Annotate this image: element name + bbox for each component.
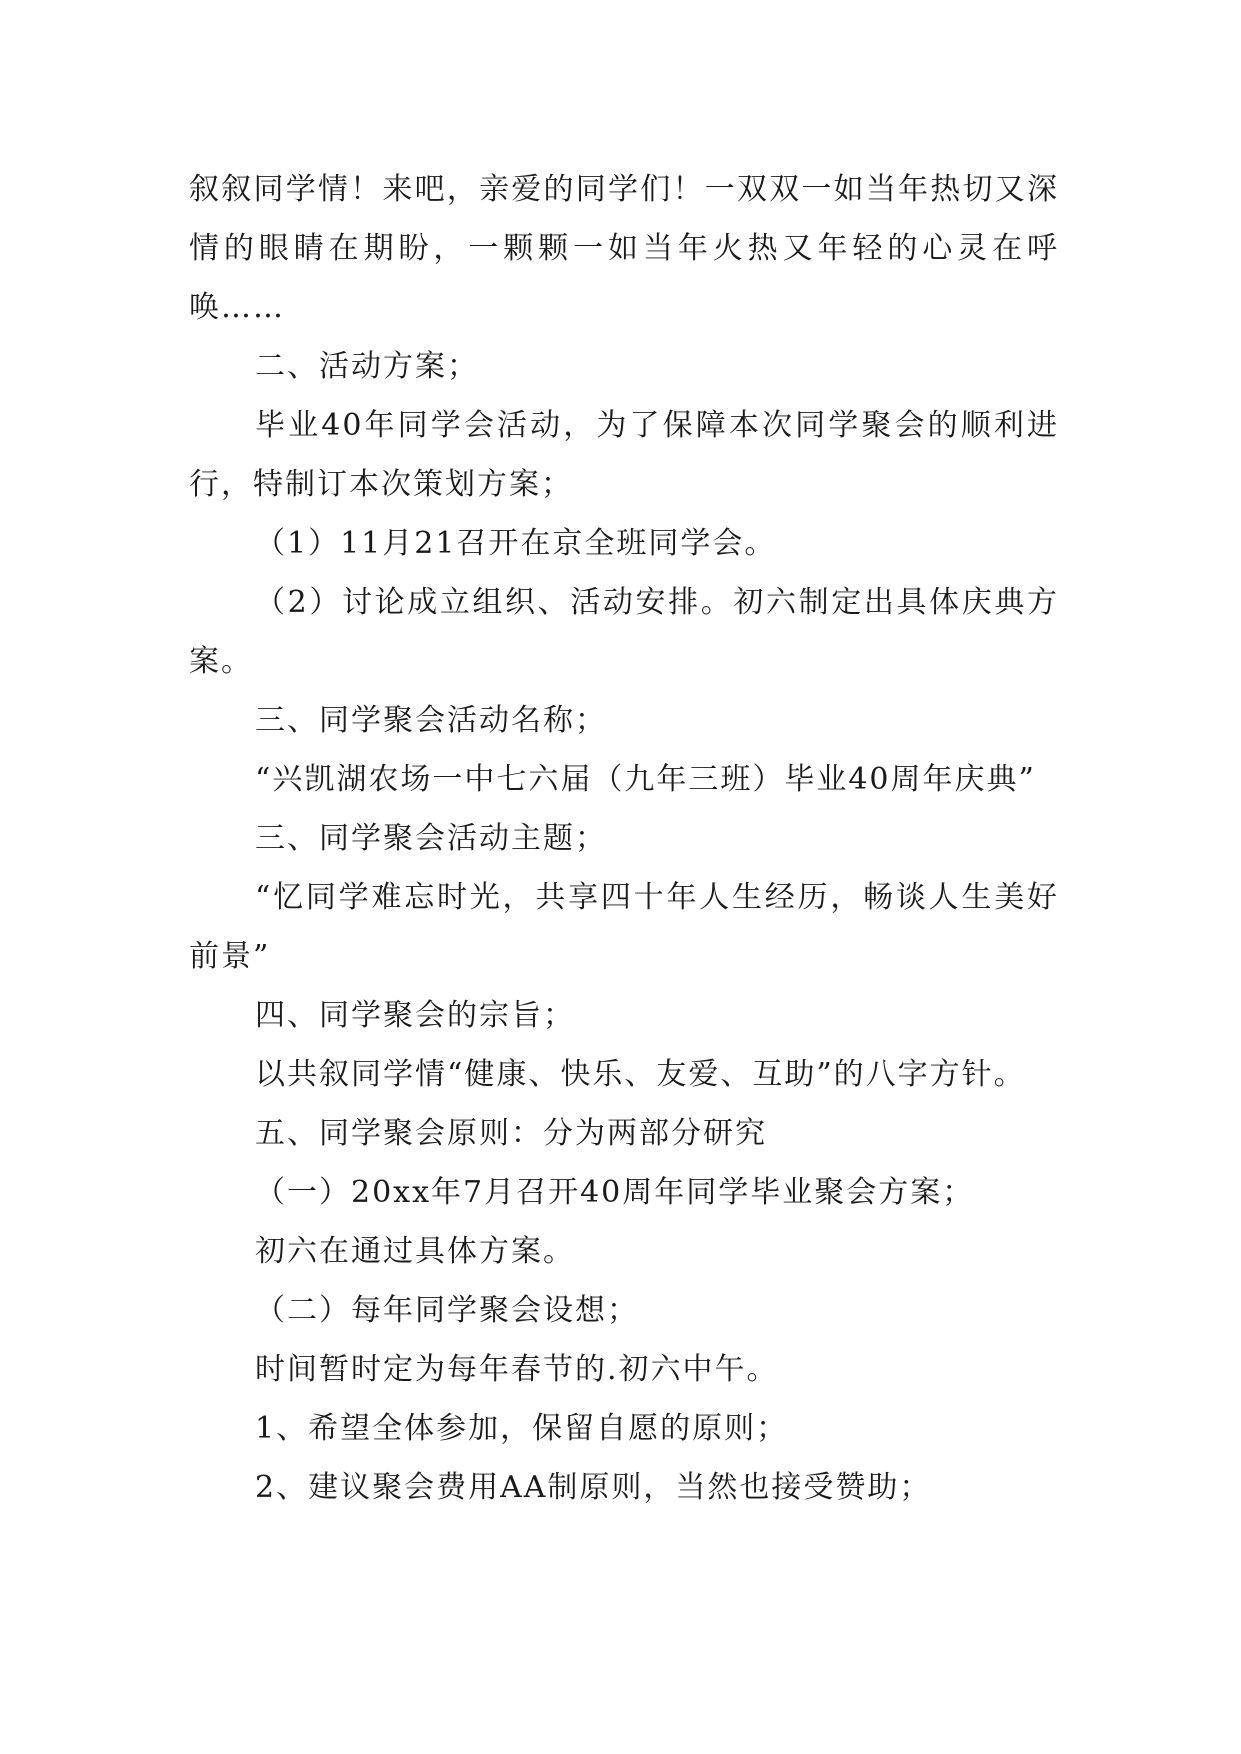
paragraph: 时间暂时定为每年春节的.初六中午。 bbox=[255, 1352, 779, 1387]
list-item: （2）讨论成立组织、活动安排。初六制定出具体庆典方案。 bbox=[189, 585, 1059, 679]
section-heading: 三、同学聚会活动主题； bbox=[255, 821, 607, 856]
section-heading: 四、同学聚会的宗旨； bbox=[255, 998, 575, 1033]
list-item: 2、建议聚会费用AA制原则，当然也接受赞助； bbox=[255, 1470, 932, 1505]
list-item: （一）20xx年7月召开40周年同学毕业聚会方案； bbox=[255, 1175, 975, 1210]
paragraph: 叙叙同学情！来吧，亲爱的同学们！一双双一如当年热切又深情的眼睛在期盼，一颗颗一如当年火热又年轻的心灵在呼唤…… bbox=[189, 172, 1059, 325]
paragraph: “兴凯湖农场一中七六届（九年三班）毕业40周年庆典” bbox=[255, 762, 1036, 797]
paragraph: “忆同学难忘时光，共享四十年人生经历，畅谈人生美好前景” bbox=[189, 880, 1059, 974]
paragraph: 以共叙同学情“健康、快乐、友爱、互助”的八字方针。 bbox=[255, 1057, 1026, 1092]
list-item: 1、希望全体参加，保留自愿的原则； bbox=[255, 1411, 789, 1446]
paragraph: 毕业40年同学会活动，为了保障本次同学聚会的顺利进行，特制订本次策划方案； bbox=[189, 408, 1059, 502]
section-heading: 二、活动方案； bbox=[255, 349, 479, 384]
section-heading: 五、同学聚会原则：分为两部分研究 bbox=[255, 1116, 767, 1151]
section-heading: 三、同学聚会活动名称； bbox=[255, 703, 607, 738]
list-item: （二）每年同学聚会设想； bbox=[255, 1293, 639, 1328]
paragraph: 初六在通过具体方案。 bbox=[255, 1234, 575, 1269]
list-item: （1）11月21召开在京全班同学会。 bbox=[255, 526, 777, 561]
document-body bbox=[189, 160, 1059, 1517]
